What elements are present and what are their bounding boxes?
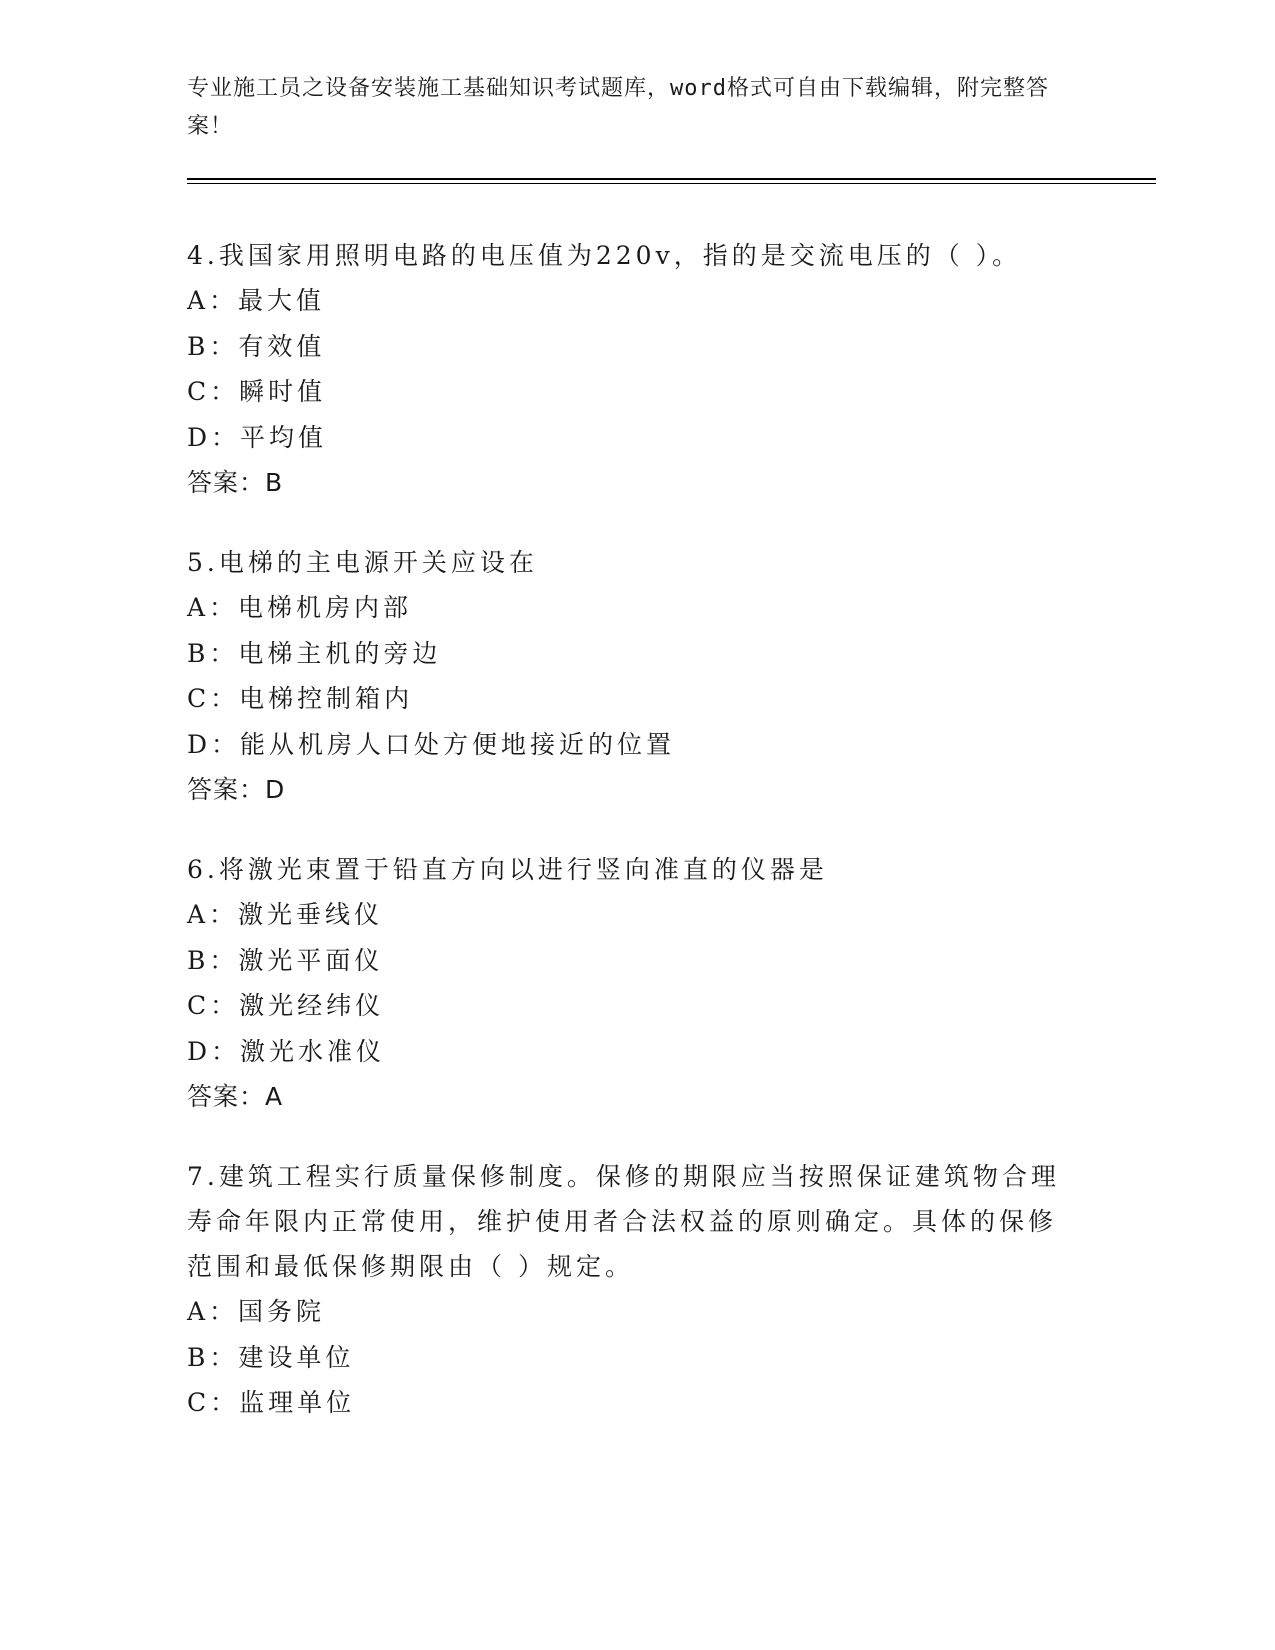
answer-line: 答案：A: [187, 1082, 284, 1111]
question-4: [187, 233, 1067, 505]
question-6: [187, 847, 1067, 1119]
answer-line: 答案：D: [187, 775, 286, 804]
option-d: D：平均值: [187, 422, 328, 452]
option-c: C：监理单位: [187, 1388, 356, 1417]
option-b: B：激光平面仪: [187, 945, 384, 975]
option-b: B：有效值: [187, 331, 326, 361]
header-divider-thick: [187, 178, 1156, 180]
option-a: A：国务院: [187, 1297, 326, 1326]
question-5: [187, 540, 1067, 812]
option-a: A：最大值: [187, 286, 326, 315]
option-d: D：激光水准仪: [187, 1036, 386, 1066]
answer-line: 答案：B: [187, 468, 284, 497]
option-a: A：激光垂线仪: [187, 900, 384, 929]
header-divider-thin: [187, 183, 1156, 184]
question-list: [187, 233, 1067, 1461]
document-header: [187, 70, 1067, 146]
question-stem: 5.电梯的主电源开关应设在: [187, 548, 538, 577]
option-a: A：电梯机房内部: [187, 593, 413, 622]
option-d: D：能从机房人口处方便地接近的位置: [187, 729, 676, 759]
question-stem: 6.将激光束置于铅直方向以进行竖向准直的仪器是: [187, 855, 828, 884]
option-c: C：电梯控制箱内: [187, 684, 414, 713]
option-b: B：电梯主机的旁边: [187, 638, 442, 668]
option-b: B：建设单位: [187, 1342, 355, 1372]
header-text: 专业施工员之设备安装施工基础知识考试题库，word格式可自由下载编辑，附完整答案！: [187, 76, 1049, 139]
option-c: C：瞬时值: [187, 377, 327, 406]
question-stem: 4.我国家用照明电路的电压值为220v，指的是交流电压的（ ）。: [187, 241, 1022, 270]
question-stem: 7.建筑工程实行质量保修制度。保修的期限应当按照保证建筑物合理寿命年限内正常使用，维护使用者合法权益的原则确定。具体的保修范围和最低保修期限由（ ）规定。: [187, 1162, 1060, 1281]
option-c: C：激光经纬仪: [187, 991, 385, 1020]
question-7: [187, 1154, 1067, 1426]
